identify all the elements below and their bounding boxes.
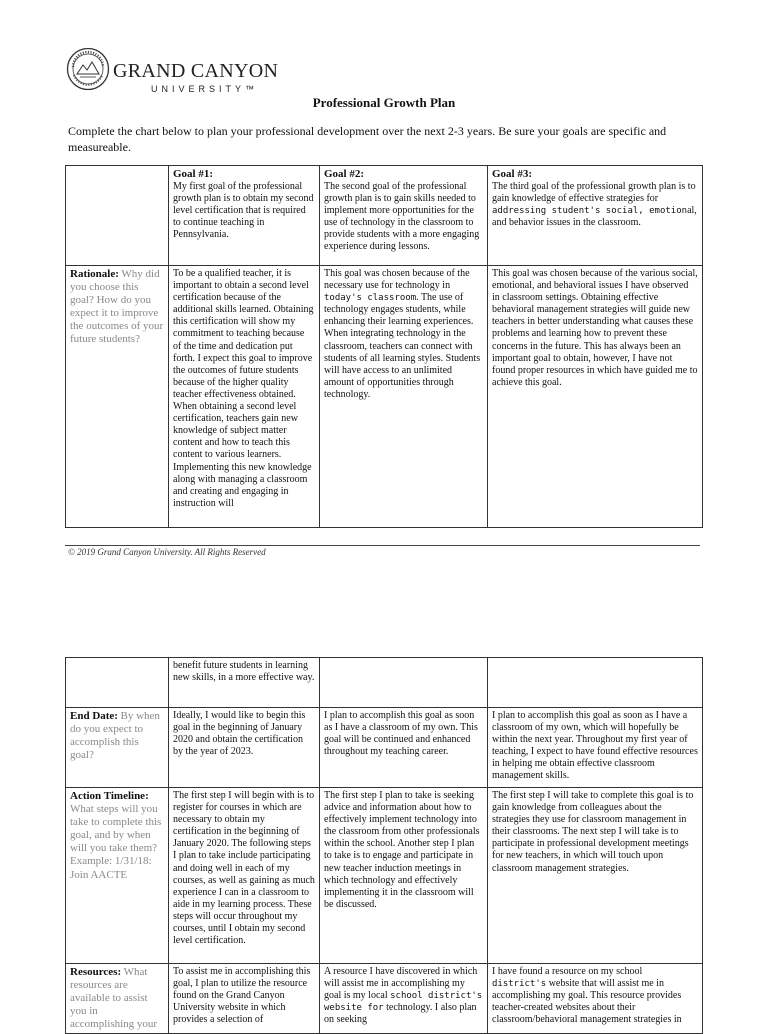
rationale-label-text: Rationale	[70, 268, 116, 280]
resources-goal-2-text: A resource I have discovered in which will assist me in accomplishing my goal is my local	[324, 966, 478, 1002]
resources-goal-3-text-end: website that will assist me in accomplishing my goal. This resource provides teacher-created websites about their classroom/behavioral management strategies in	[492, 978, 682, 1026]
copyright-footer: © 2019 Grand Canyon University. All Rights Reserved	[68, 547, 266, 557]
resources-label: Resources	[70, 966, 118, 978]
empty-header-cell	[66, 166, 169, 266]
rationale-goal-2-text-end: . The use of technology engages students, while enhancing their learning experiences. When integrating technology in the classroom, teachers can connect with students of all learning styles. Students will have access to an unlimited amount of opportunities through technology.	[324, 292, 481, 400]
resources-goal-3-handwritten: district's	[492, 979, 547, 990]
logo-subtitle: UNIVERSITY™	[151, 84, 259, 94]
table-row-rationale	[66, 266, 703, 528]
table-row-resources	[66, 964, 703, 1034]
instructions-text: Complete the chart below to plan your professional development over the next 2-3 years. Be sure your goals are specific and measureable.	[68, 124, 667, 154]
resources-goal-2-text-end: technology. I also plan on seeking	[324, 1002, 477, 1026]
empty-label-cell	[66, 658, 169, 708]
rationale-goal-2-handwritten: today's classroom	[324, 293, 417, 304]
rationale-goal-1-continued: benefit future students in learning new skills, in a more effective way.	[169, 658, 320, 708]
table-row-continuation	[66, 658, 703, 708]
end-date-label: End Date:	[70, 710, 118, 722]
goal-1-text: My first goal of the professional growth plan is to obtain my second level certification that is required to continue teaching in Pennsylvania.	[173, 181, 314, 241]
empty-cell	[320, 658, 488, 708]
logo-name: GRAND CANYON	[113, 60, 279, 82]
goal-3-heading: Goal #3:	[492, 168, 533, 180]
growth-plan-table-part-2	[65, 657, 703, 1034]
action-timeline-goal-3: The first step I will take to complete this goal is to gain knowledge from colleagues about the strategies they use for classroom management in their classrooms. The next step I will take is to participate in professional development meetings for new teachers, in which will touch upon classroom management strategies.	[488, 788, 703, 964]
table-row-action-timeline	[66, 788, 703, 964]
table-row-goals	[66, 166, 703, 266]
page-gap	[0, 580, 768, 610]
growth-plan-table-part-1	[65, 165, 703, 528]
resources-label-cell: Resources: What resources are available to assist you in accomplishing your	[66, 964, 169, 1034]
action-timeline-goal-1: The first step I will begin with is to register for courses in which are necessary to obtain my certification in the beginning of January 2020. The following steps I plan to take include participating and doing well in each of my courses, as well as gaining as much experience I can in a classroom to aide in my learning process. These steps will occur throughout my courses, until I obtain my second level certification.	[169, 788, 320, 964]
goal-2-cell	[320, 166, 488, 266]
rationale-goal-2-text: This goal was chosen because of the necessary use for technology in	[324, 268, 470, 292]
footer-rule	[65, 545, 700, 546]
resources-goal-3-cell	[488, 964, 703, 1034]
resources-goal-1: To assist me in accomplishing this goal, I plan to utilize the resource found on the Grand Canyon University website in which provides a selection of	[169, 964, 320, 1034]
end-date-label-cell	[66, 708, 169, 788]
table-row-end-date	[66, 708, 703, 788]
rationale-prompt: Why did you choose this goal? How do you expect it to improve the outcomes of your future students?	[70, 268, 164, 346]
goal-3-cell	[488, 166, 703, 266]
end-date-goal-2: I plan to accomplish this goal as soon as I have a classroom of my own. This goal will be continued and enhanced throughout my teaching career.	[320, 708, 488, 788]
rationale-goal-2-cell	[320, 266, 488, 528]
rationale-goal-3: This goal was chosen because of the various social, emotional, and behavioral issues I have observed in classroom settings. Obtaining effective behavioral management strategies will guide new teachers in better understanding what causes these problems and learning how to prevent these concerns in the future. This has always been an important goal to obtain, however, I have not found proper resources in which have guided me to achieve this goal.	[488, 266, 703, 528]
action-timeline-goal-2: The first step I plan to take is seeking advice and information about how to effectively implement technology into the classroom from other professionals within the school. Another step I plan to take is to engage and participate in new teacher induction meetings in which technology and effectively implementing it in the classroom will be discussed.	[320, 788, 488, 964]
resources-goal-2-handwritten: school district's website for	[324, 991, 483, 1014]
goal-1-heading: Goal #1:	[173, 168, 214, 180]
goal-3-text: The third goal of the professional growth plan is to gain knowledge of effective strategies for	[492, 181, 696, 205]
page-two	[0, 610, 768, 1031]
goal-2-heading: Goal #2:	[324, 168, 365, 180]
seal-icon	[66, 47, 110, 91]
action-timeline-label-cell: Action Timeline: What steps will you take to complete this goal, and by when will you take them? Example: 1/31/18: Join AACTE	[66, 788, 169, 964]
action-timeline-prompt: What steps will you take to complete this goal, and by when will you take them? Example: 1/31/18: Join AACTE	[70, 803, 162, 881]
page-title: Professional Growth Plan	[312, 95, 456, 110]
end-date-prompt: By when do you expect to accomplish this goal?	[70, 710, 160, 762]
goal-3-handwritten-text: addressing student's social, emotion	[492, 206, 688, 217]
goal-3-text-end: al, and behavior issues in the classroom.	[492, 205, 697, 229]
goal-1-cell	[169, 166, 320, 266]
resources-goal-2-cell	[320, 964, 488, 1034]
end-date-goal-1: Ideally, I would like to begin this goal in the beginning of January 2020 and obtain the certification by the year of 2023.	[169, 708, 320, 788]
action-timeline-label: Action Timeline	[70, 790, 146, 802]
goal-2-text: The second goal of the professional growth plan is to gain skills needed to implement more opportunities for the use of technology in the classroom to provide students with a more engaging experience during lessons.	[324, 181, 480, 253]
end-date-goal-3: I plan to accomplish this goal as soon as I have a classroom of my own, which will hopefully be within the next year. Throughout my first year of teaching, I expect to have found effective resources in helping me obtain effective classroom management skills.	[488, 708, 703, 788]
resources-goal-3-text: I have found a resource on my school	[492, 966, 643, 977]
resources-prompt: What resources are available to assist you in accomplishing your	[70, 966, 158, 1031]
rationale-label-cell: Rationale: Why did you choose this goal? How do you expect it to improve the outcomes of your future students?	[66, 266, 169, 528]
rationale-goal-1: To be a qualified teacher, it is important to obtain a second level certification because of the additional skills learned. Obtaining this certification will show my commitment to teaching because of the time and dedication put forth. I expect this goal to improve the outcomes of future students because of the higher quality teacher effectiveness obtained. When obtaining a second level certification, teachers gain new knowledge of subject matter content and how to teach this content to various learners. Implementing this new knowledge along with managing a classroom and creating and engaging in instruction will	[169, 266, 320, 528]
empty-cell	[488, 658, 703, 708]
